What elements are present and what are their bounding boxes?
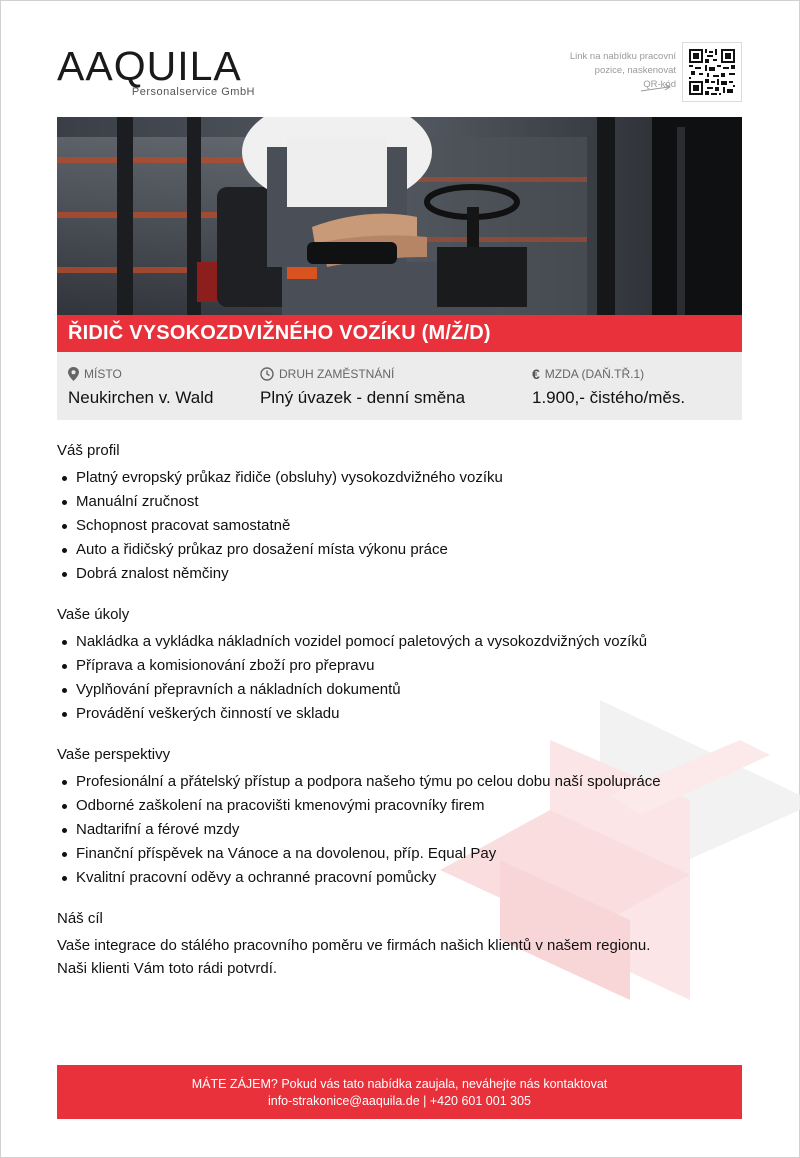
employment-block	[260, 366, 465, 408]
list-item: Auto a řidičský průkaz pro dosažení místa výkonu práce	[57, 538, 747, 562]
salary-value: 1.900,- čistého/měs.	[532, 388, 686, 407]
company-logo	[57, 44, 257, 100]
footer-contact-link[interactable]: info-strakonice@aaquila.de | +420 601 001 305	[267, 1094, 531, 1108]
logo-text: AAQUILA	[57, 43, 242, 89]
section-title: Váš profil	[57, 442, 120, 459]
qr-note-line: QR-kód	[643, 79, 676, 90]
arrow-right-icon	[640, 82, 672, 94]
list-item: Profesionální a přátelský přístup a podpora našeho týmu po celou dobu naší spolupráce	[57, 770, 747, 794]
employment-value: Plný úvazek - denní směna	[260, 388, 466, 407]
profile-section	[57, 440, 747, 586]
map-pin-icon	[68, 367, 79, 381]
job-description	[57, 440, 747, 998]
logo-subtitle: Personalservice GmbH	[131, 86, 255, 98]
list-item: Příprava a komisionování zboží pro přepravu	[57, 654, 747, 678]
contact-footer	[57, 1065, 742, 1119]
location-block	[68, 366, 214, 408]
list-item: Kvalitní pracovní oděvy a ochranné pracovní pomůcky	[57, 866, 747, 890]
list-item: Schopnost pracovat samostatně	[57, 514, 747, 538]
list-item: Nadtarifní a férové mzdy	[57, 818, 747, 842]
salary-label-row	[532, 366, 685, 382]
list-item: Provádění veškerých činností ve skladu	[57, 702, 747, 726]
hero-photo	[57, 117, 742, 315]
goal-section	[57, 908, 747, 980]
qr-code-icon[interactable]	[682, 42, 742, 102]
location-label-row	[68, 366, 214, 382]
qr-note-line: Link na nabídku pracovní	[569, 51, 676, 62]
location-label: MÍSTO	[84, 367, 122, 381]
goal-text-line: Vaše integrace do stálého pracovního poměru ve firmách našich klientů v našem regionu.	[57, 937, 651, 954]
section-title: Náš cíl	[57, 910, 103, 927]
perspectives-list	[57, 770, 747, 890]
list-item: Dobrá znalost němčiny	[57, 562, 747, 586]
list-item: Nakládka a vykládka nákladních vozidel pomocí paletových a vysokozdvižných vozíků	[57, 630, 747, 654]
qr-note-line: pozice, naskenovat	[594, 65, 676, 76]
footer-cta: MÁTE ZÁJEM? Pokud vás tato nabídka zaujala, neváhejte nás kontaktovat	[191, 1077, 608, 1091]
goal-text-line: Naši klienti Vám toto rádi potvrdí.	[57, 960, 278, 977]
list-item: Odborné zaškolení na pracovišti kmenovými pracovníky firem	[57, 794, 747, 818]
job-title: ŘIDIČ VYSOKOZDVIŽNÉHO VOZÍKU (M/Ž/D)	[68, 322, 491, 344]
employment-label: DRUH ZAMĚSTNÁNÍ	[279, 367, 395, 381]
list-item: Finanční příspěvek na Vánoce a na dovolenou, příp. Equal Pay	[57, 842, 747, 866]
euro-icon: €	[532, 366, 540, 382]
job-title-bar	[57, 315, 742, 352]
salary-block	[532, 366, 685, 408]
section-title: Vaše perspektivy	[57, 746, 171, 763]
tasks-list	[57, 630, 747, 726]
clock-icon	[260, 367, 274, 381]
list-item: Manuální zručnost	[57, 490, 747, 514]
list-item: Platný evropský průkaz řidiče (obsluhy) vysokozdvižného vozíku	[57, 466, 747, 490]
tasks-section	[57, 604, 747, 726]
perspectives-section	[57, 744, 747, 890]
employment-label-row	[260, 366, 465, 382]
job-info-bar	[57, 352, 742, 420]
profile-list	[57, 466, 747, 586]
salary-label: MZDA (DAŇ.TŘ.1)	[544, 367, 645, 381]
section-title: Vaše úkoly	[57, 606, 130, 623]
list-item: Vyplňování přepravních a nákladních dokumentů	[57, 678, 747, 702]
location-value: Neukirchen v. Wald	[68, 388, 214, 407]
